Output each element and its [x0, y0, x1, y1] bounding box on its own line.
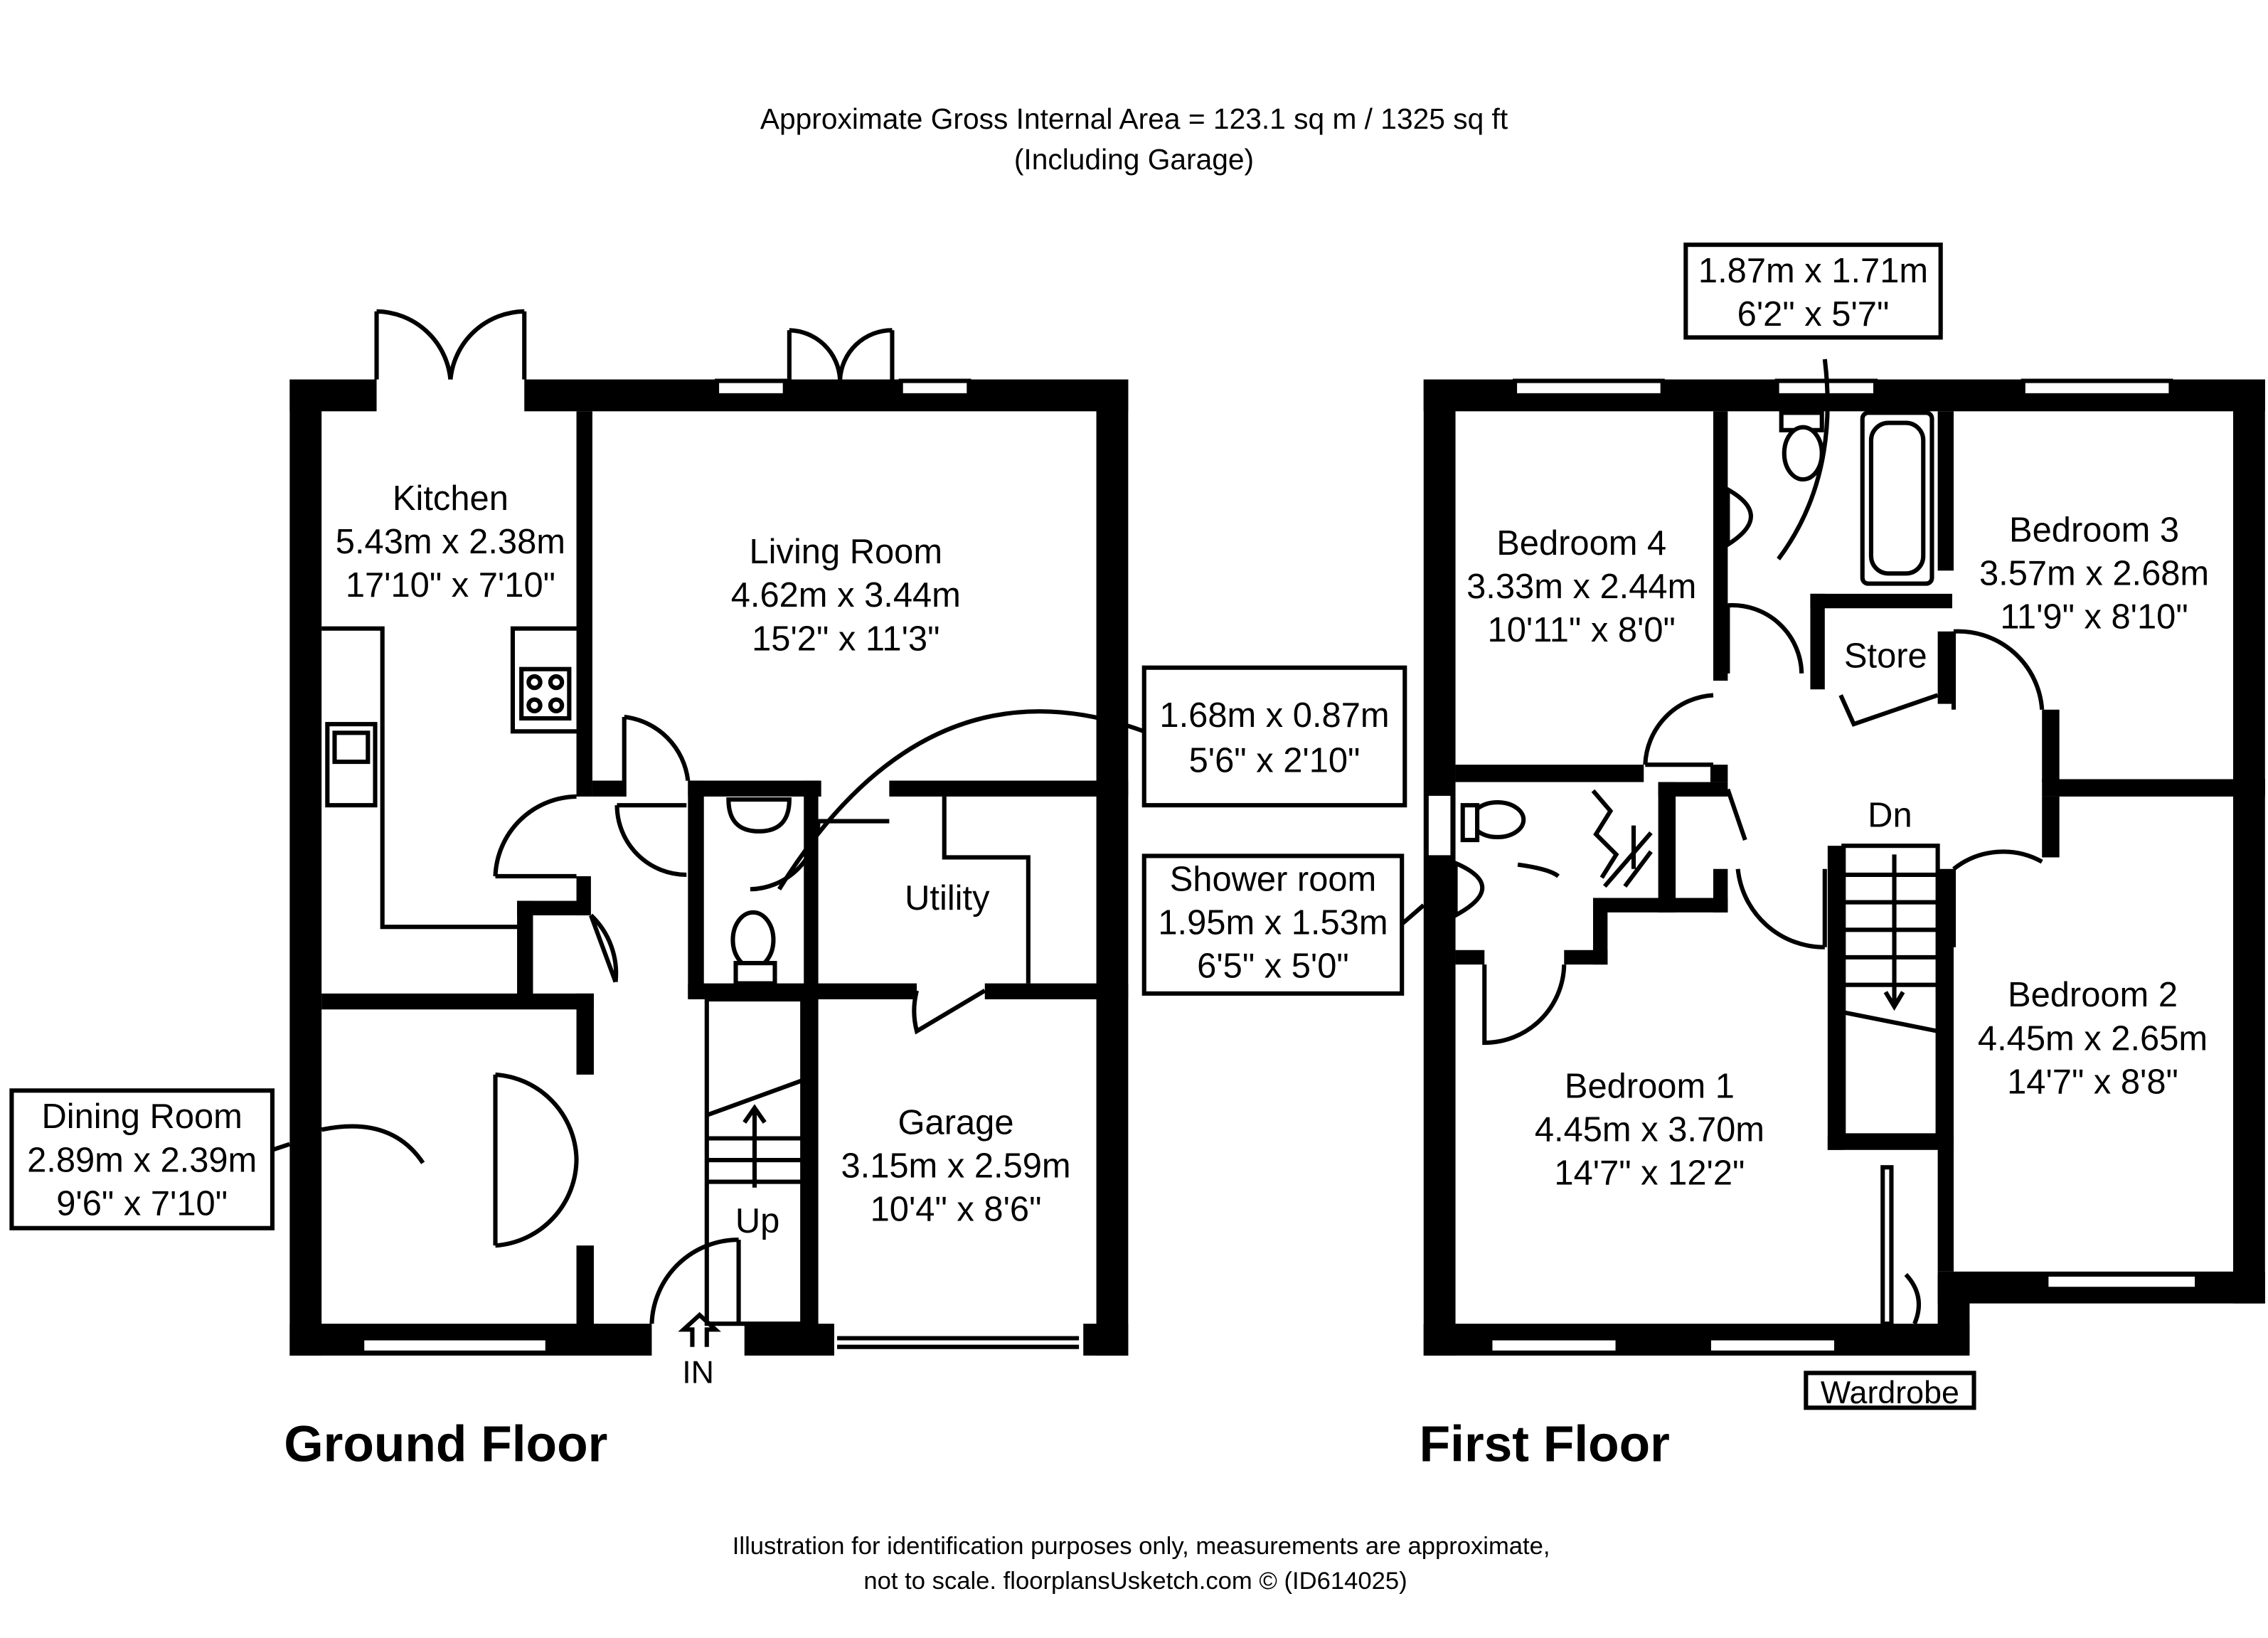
bedroom2-window — [2046, 1275, 2197, 1289]
bedroom3-window — [2023, 381, 2171, 395]
gross-area-note: (Including Garage) — [1013, 143, 1255, 176]
dining-room-name: Dining Room — [41, 1097, 243, 1137]
gross-area-text: Approximate Gross Internal Area = 123.1 sq m / 1325 sq ft — [760, 102, 1508, 136]
bedroom4-name: Bedroom 4 — [1496, 523, 1667, 563]
dining-leader-line — [321, 1127, 423, 1164]
bathroom-callout-imperial: 6'2" x 5'7" — [1737, 295, 1890, 334]
utility-name: Utility — [905, 878, 990, 918]
kitchen-metric: 5.43m x 2.38m — [335, 522, 565, 561]
ground-wc-fixtures — [728, 799, 789, 984]
bedroom4-metric: 3.33m x 2.44m — [1466, 567, 1697, 606]
living-room-metric: 4.62m x 3.44m — [730, 576, 961, 615]
garage-metric: 3.15m x 2.59m — [841, 1147, 1071, 1186]
dining-window — [362, 1338, 548, 1352]
living-room-imperial: 15'2" x 11'3" — [752, 619, 940, 659]
bedroom3-metric: 3.57m x 2.68m — [1979, 554, 2210, 593]
wc-leader-line — [779, 711, 1144, 889]
bedroom2-name: Bedroom 2 — [2007, 976, 2178, 1015]
bedroom1-window-right — [1709, 1338, 1836, 1352]
wc-callout-metric: 1.68m x 0.87m — [1159, 696, 1390, 735]
first-floor-stairs — [1843, 846, 1937, 1135]
ground-floor-title: Ground Floor — [284, 1415, 608, 1473]
entrance-arrow-icon — [683, 1315, 715, 1347]
ground-stairs — [707, 999, 802, 1324]
first-floor-plan — [1144, 245, 2265, 1472]
wc-callout-box — [1144, 668, 1405, 805]
kitchen-imperial: 17'10" x 7'10" — [345, 565, 555, 605]
dining-room-metric: 2.89m x 2.39m — [27, 1141, 257, 1180]
ground-stairs-label: Up — [735, 1201, 780, 1240]
disclaimer-line-1: Illustration for identification purposes only, measurements are approximate, — [732, 1532, 1550, 1560]
living-room-name: Living Room — [749, 533, 943, 572]
disclaimer-line-2: not to scale. floorplansUsketch.com © (ID614025) — [863, 1567, 1407, 1595]
bedroom1-imperial: 14'7" x 12'2" — [1554, 1154, 1745, 1193]
living-french-doors — [789, 330, 893, 379]
living-window-left — [717, 381, 785, 395]
kitchen-french-doors — [377, 312, 525, 380]
bedroom2-metric: 4.45m x 2.65m — [1977, 1019, 2208, 1058]
living-window-right — [901, 381, 969, 395]
bathroom-fixtures — [1727, 413, 1932, 583]
garage-name: Garage — [898, 1103, 1014, 1142]
shower-room-imperial: 6'5" x 5'0" — [1197, 947, 1349, 986]
bedroom4-imperial: 10'11" x 8'0" — [1487, 611, 1676, 650]
bedroom1-name: Bedroom 1 — [1564, 1067, 1735, 1106]
shower-window — [1427, 794, 1453, 858]
bedroom4-window — [1515, 381, 1663, 395]
bedroom2-imperial: 14'7" x 8'8" — [2007, 1063, 2178, 1102]
first-floor-title: First Floor — [1419, 1415, 1670, 1473]
entrance-label: IN — [682, 1354, 714, 1390]
shower-room-name: Shower room — [1169, 860, 1377, 899]
wardrobe-label: Wardrobe — [1820, 1375, 1959, 1411]
bedroom3-imperial: 11'9" x 8'10" — [2000, 597, 2188, 637]
dining-room-imperial: 9'6" x 7'10" — [56, 1184, 228, 1223]
bedroom1-metric: 4.45m x 3.70m — [1534, 1110, 1764, 1149]
garage-imperial: 10'4" x 8'6" — [870, 1190, 1042, 1229]
bathroom-callout-metric: 1.87m x 1.71m — [1698, 252, 1929, 291]
hob-icon — [521, 669, 569, 718]
bedroom3-name: Bedroom 3 — [2009, 511, 2180, 550]
shower-room-metric: 1.95m x 1.53m — [1158, 903, 1388, 942]
wardrobe-door — [1883, 1167, 1891, 1324]
wc-callout-imperial: 5'6" x 2'10" — [1188, 741, 1361, 780]
shower-room-fixtures — [1456, 791, 1651, 915]
first-floor-doors — [1484, 359, 2042, 1043]
kitchen-name: Kitchen — [392, 479, 509, 518]
bedroom1-window-left — [1490, 1338, 1617, 1352]
first-stairs-label: Dn — [1868, 796, 1912, 835]
store-name: Store — [1843, 637, 1927, 676]
kitchen-worktop — [321, 629, 576, 927]
